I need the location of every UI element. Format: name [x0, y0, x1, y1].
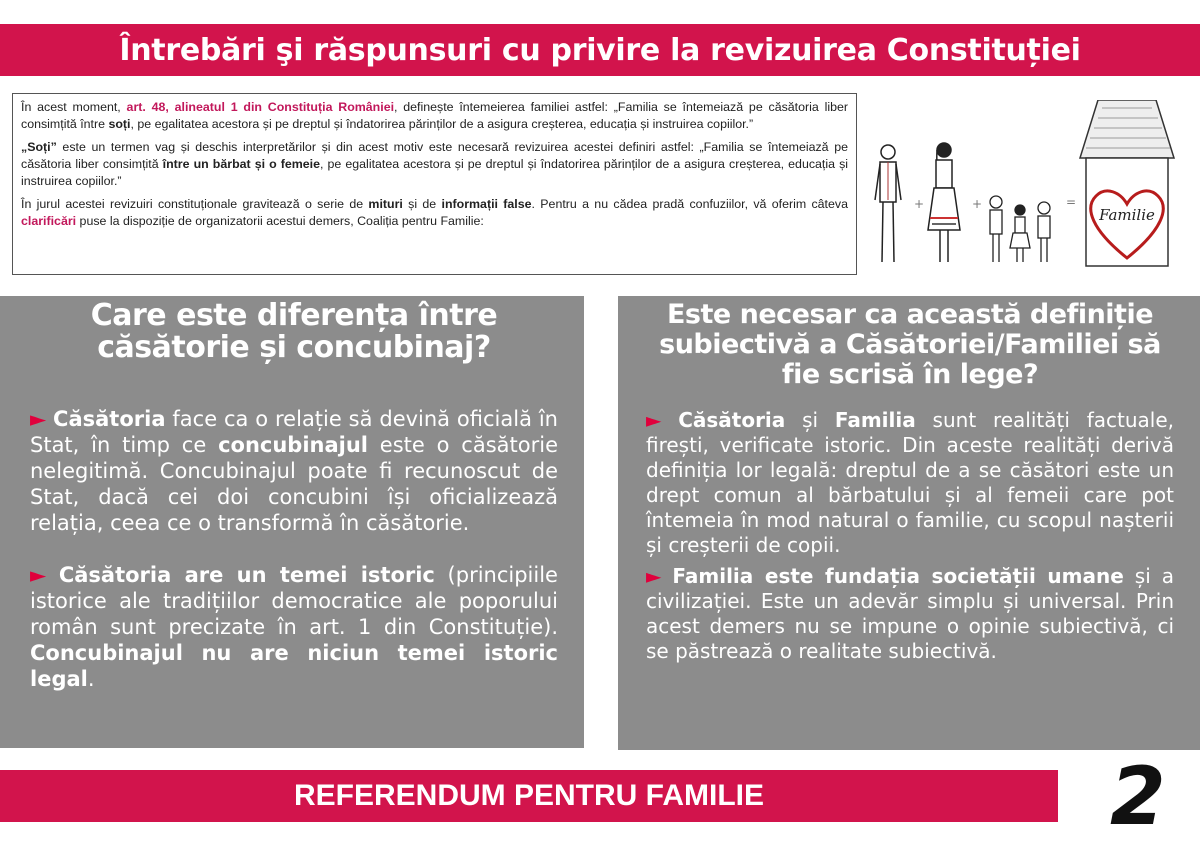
- left-panel: [0, 296, 584, 748]
- left-panel-paragraph-2: [30, 562, 558, 692]
- intro-text: , pe egalitatea acestora și pe dreptul și îndatorirea părinților de a asigura creșterea, educația și instruirea copiilor.”: [130, 117, 754, 131]
- right-panel: [618, 296, 1200, 750]
- intro-bold-term: între un bărbat și o femeie: [162, 157, 321, 171]
- intro-paragraph-2: [21, 139, 848, 190]
- intro-paragraph-1: [21, 99, 848, 133]
- family-illustration: [870, 100, 1188, 280]
- intro-text: În acest moment,: [21, 100, 127, 114]
- house-label: Familie: [1099, 206, 1155, 224]
- right-panel-heading: Este necesar ca această definiție subiectivă a Căsătoriei/Familiei să fie scrisă în lege?: [659, 299, 1161, 390]
- intro-text: , definește întemeierea familiei astfel: „Familia se întemeiază pe căsătoria liber consimțită între: [21, 100, 848, 131]
- panel-text: sunt realități factuale, firești, verificate istoric. Din aceste realități derivă definiția lor legală: dreptul de a se căsători este un drept comun al bărbatului și al femeii care pot întemeia în mod natural o familie, cu scopul nașterii și creșterii de copii.: [646, 408, 1174, 557]
- clarifications-highlight: clarificări: [21, 214, 77, 228]
- left-panel-heading: Care este diferența între căsătorie și concubinaj?: [90, 298, 498, 365]
- footer-banner: REFERENDUM PENTRU FAMILIE: [0, 770, 1058, 822]
- intro-box: [12, 93, 857, 275]
- panel-text: face ca o relație să devină oficială în Stat, în timp ce: [30, 407, 558, 457]
- bold-term: concubinajul: [218, 433, 368, 457]
- bullet-icon: ►: [646, 564, 662, 588]
- right-panel-paragraph-2: [646, 564, 1174, 664]
- intro-text: În jurul acestei revizuiri constituționale gravitează o serie de: [21, 197, 369, 211]
- father-figure: [875, 145, 901, 262]
- panel-text: și: [785, 408, 835, 432]
- bold-term: Concubinajul nu are niciun temei istoric legal: [30, 641, 558, 691]
- panel-text: (principiile istorice ale tradițiilor democratice ale poporului român sunt precizate în art. 1 din Constituție).: [30, 563, 558, 639]
- bullet-icon: ►: [30, 563, 47, 587]
- page-number: 2: [1110, 750, 1166, 843]
- intro-bold-term: „Soți”: [21, 140, 57, 154]
- page-title: Întrebări şi răspunsuri cu privire la revizuirea Constituției: [0, 24, 1200, 76]
- panel-text: este o căsătorie nelegitimă. Concubinajul poate fi recunoscut de Stat, dacă cei doi concubini își oficializează relația, ceea ce o transformă în căsătorie.: [30, 433, 558, 535]
- intro-text: , pe egalitatea acestora și pe dreptul și îndatorirea părinților de a asigura creșterea, educația și instruirea copiilor.”: [21, 157, 849, 188]
- house-icon: [1080, 100, 1174, 266]
- intro-text: și de: [402, 197, 442, 211]
- article-reference: art. 48, alineatul 1 din Constituția României: [126, 100, 395, 114]
- bold-term: Familia: [834, 408, 916, 432]
- equals-sign: =: [1066, 195, 1077, 209]
- panel-text: .: [87, 667, 95, 691]
- bullet-icon: ►: [30, 407, 47, 431]
- intro-text: puse la dispoziție de organizatorii acestui demers, Coaliția pentru Familie:: [76, 214, 484, 228]
- bold-term: Căsătoria: [678, 408, 786, 432]
- intro-bold-term: soți: [108, 117, 131, 131]
- bold-term: Familia este fundația societății umane: [672, 564, 1124, 588]
- plus-sign: +: [972, 197, 983, 211]
- left-panel-paragraph-1: [30, 406, 558, 536]
- intro-bold-term: mituri: [368, 197, 403, 211]
- right-panel-paragraph-1: [646, 408, 1174, 558]
- mother-figure: [928, 143, 960, 262]
- bold-term: Căsătoria are un temei istoric: [58, 563, 435, 587]
- intro-bold-term: informații false: [441, 197, 532, 211]
- panel-text: și a civilizației. Este un adevăr simplu și universal. Prin acest demers nu se impune o opinie subiectivă, ci se păstrează o realitate subiectivă.: [646, 564, 1174, 663]
- intro-text: . Pentru a nu cădea pradă confuziilor, vă oferim câteva: [531, 197, 848, 211]
- plus-sign: +: [914, 197, 925, 211]
- children-figures: [990, 196, 1050, 262]
- intro-text: este un termen vag și deschis interpretărilor și din acest motiv este necesară revizuirea acestei definiri astfel: „Familia se întemeiază pe căsătoria liber consimțită: [21, 140, 848, 171]
- intro-paragraph-3: [21, 196, 848, 230]
- bold-term: Căsătoria: [53, 407, 166, 431]
- bullet-icon: ►: [646, 408, 662, 432]
